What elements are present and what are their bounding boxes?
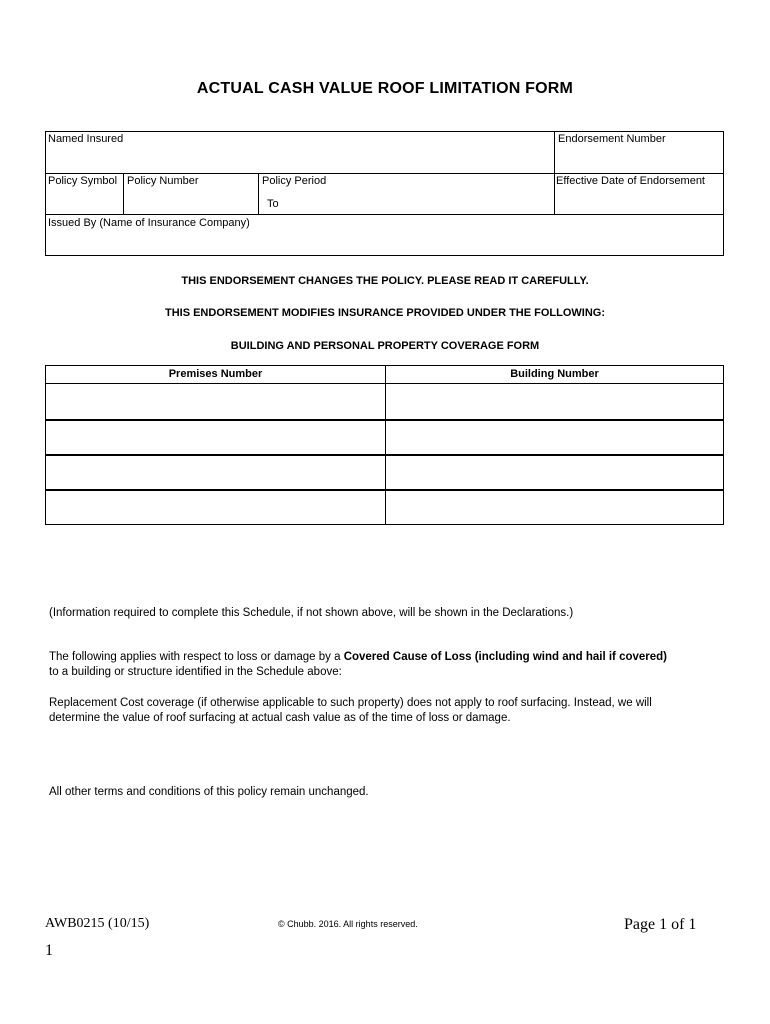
divider — [258, 173, 259, 215]
period-to-label: To — [267, 198, 279, 210]
building-number-header: Building Number — [510, 368, 599, 380]
row-divider — [46, 489, 723, 491]
covered-cause-of-loss: Covered Cause of Loss (including wind and hail if covered) — [343, 651, 668, 663]
policy-number-label: Policy Number — [127, 175, 199, 187]
premises-cell[interactable] — [47, 457, 384, 488]
schedule-table — [45, 365, 724, 525]
premises-number-header: Premises Number — [168, 368, 263, 380]
notice-changes: THIS ENDORSEMENT CHANGES THE POLICY. PLEASE READ IT CAREFULLY. — [181, 275, 589, 287]
replacement-paragraph — [49, 696, 734, 726]
row-divider — [46, 383, 723, 384]
policy-info-box — [45, 131, 724, 256]
divider — [46, 214, 723, 215]
row-divider — [46, 454, 723, 456]
notice-coverage-form: BUILDING AND PERSONAL PROPERTY COVERAGE FORM — [230, 340, 540, 352]
building-cell[interactable] — [387, 457, 722, 488]
named-insured-label: Named Insured — [48, 133, 124, 145]
form-title: ACTUAL CASH VALUE ROOF LIMITATION FORM — [196, 80, 574, 97]
policy-symbol-label: Policy Symbol — [48, 175, 118, 187]
form-code: AWB0215 (10/15) — [45, 916, 150, 931]
applies-suffix: to a building or structure identified in the Schedule above: — [49, 666, 342, 678]
building-cell[interactable] — [387, 385, 722, 418]
policy-period-label: Policy Period — [262, 175, 327, 187]
other-terms: All other terms and conditions of this policy remain unchanged. — [49, 786, 369, 798]
applies-paragraph — [49, 650, 734, 680]
row-divider — [46, 419, 723, 421]
divider — [123, 173, 124, 215]
divider — [46, 173, 723, 174]
replacement-line-2: determine the value of roof surfacing at actual cash value as of the time of loss or damage. — [49, 712, 511, 724]
building-cell[interactable] — [387, 492, 722, 523]
page-number: 1 — [45, 942, 53, 959]
premises-cell[interactable] — [47, 422, 384, 453]
premises-cell[interactable] — [47, 492, 384, 523]
schedule-info-note: (Information required to complete this Schedule, if not shown above, will be shown in the Declarations.) — [49, 607, 574, 619]
page-indicator: Page 1 of 1 — [624, 916, 697, 933]
replacement-line-1: Replacement Cost coverage (if otherwise applicable to such property) does not apply to roof surfacing. Instead, we will — [49, 697, 652, 709]
building-cell[interactable] — [387, 422, 722, 453]
effective-date-label: Effective Date of Endorsement — [556, 175, 705, 187]
issued-by-label: Issued By (Name of Insurance Company) — [48, 217, 250, 229]
copyright: © Chubb. 2016. All rights reserved. — [278, 919, 418, 929]
applies-prefix: The following applies with respect to loss or damage by a — [49, 651, 344, 663]
premises-cell[interactable] — [47, 385, 384, 418]
endorsement-number-label: Endorsement Number — [558, 133, 666, 145]
column-divider — [385, 366, 386, 524]
notice-modifies: THIS ENDORSEMENT MODIFIES INSURANCE PROVIDED UNDER THE FOLLOWING: — [164, 307, 605, 319]
